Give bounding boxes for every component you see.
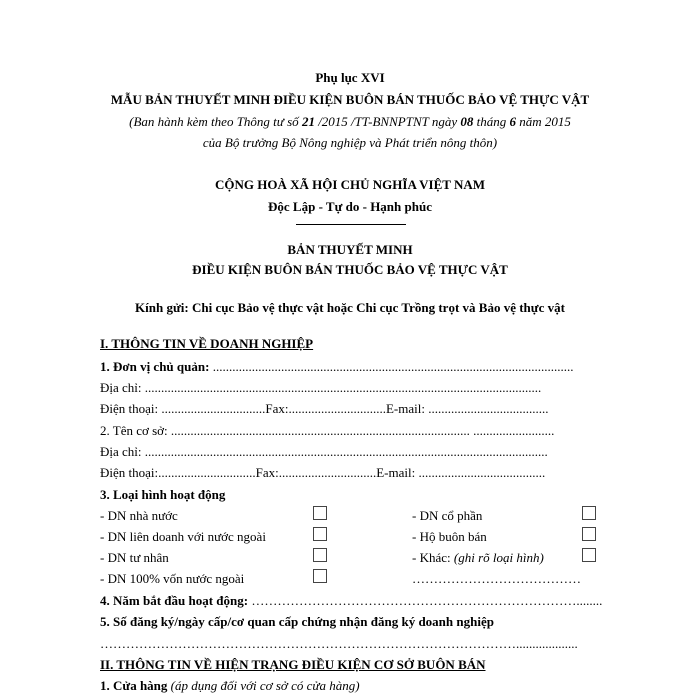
type-private-enterprise-checkbox[interactable] [313,548,327,562]
type-foreign-owned-label: - DN 100% vốn nước ngoài [100,571,245,586]
national-motto: Độc Lập - Tự do - Hạnh phúc [268,199,432,214]
contact-field-1[interactable]: Điện thoại: ................................Fax:..............................E-mail: ..................................... [100,401,549,416]
section-1-heading: I. THÔNG TIN VỀ DOANH NGHIỆP [100,336,314,351]
q2-facility-name-field[interactable]: 2. Tên cơ sở: ............................................................................................ ......................... [100,423,555,438]
type-private-enterprise-label: - DN tư nhân [100,550,169,565]
type-state-enterprise-checkbox[interactable] [313,506,327,520]
type-joint-stock-checkbox[interactable] [582,506,596,520]
form-title: MẪU BẢN THUYẾT MINH ĐIỀU KIỆN BUÔN BÁN THUỐC BẢO VỆ THỰC VẬT [110,92,590,107]
q1-managing-unit-row: 1. Đơn vị chủ quản: ............................................................................................................... [100,359,574,374]
issuance-note-line2: của Bộ trưởng Bộ Nông nghiệp và Phát triển nông thôn) [202,135,498,150]
q1-managing-unit-field[interactable]: ............................................................................................................... [209,359,574,374]
q4-start-year-field[interactable]: …………………………………………………………………........ [248,593,603,608]
nation-name: CỘNG HOÀ XÃ HỘI CHỦ NGHĨA VIỆT NAM [214,177,486,192]
q4-start-year-row: 4. Năm bắt đầu hoạt động: …………………………………………………………………........ [100,593,603,608]
appendix-label: Phụ lục XVI [315,70,385,85]
type-state-enterprise-label: - DN nhà nước [100,508,178,523]
contact-field-2[interactable]: Điện thoại:..............................Fax:..............................E-mail: ....................................... [100,465,546,480]
type-joint-venture-label: - DN liên doanh với nước ngoài [100,529,266,544]
type-foreign-owned-checkbox[interactable] [313,569,327,583]
address-field-2[interactable]: Địa chỉ: ............................................................................................................................ [100,444,548,459]
section-2-heading: II. THÔNG TIN VỀ HIỆN TRẠNG ĐIỀU KIỆN CƠ SỞ BUÔN BÁN [100,657,486,672]
type-other-label: - Khác: (ghi rõ loại hình) [412,550,544,565]
address-field-1[interactable]: Địa chỉ: .......................................................................................................................... [100,380,542,395]
item-1-store-row: 1. Cửa hàng (áp dụng đối với cơ sở có cửa hàng) [100,678,360,693]
motto-underline [296,224,406,225]
q5-registration-label: 5. Số đăng ký/ngày cấp/cơ quan cấp chứng nhận đăng ký doanh nghiệp [100,614,494,629]
type-joint-stock-label: - DN cổ phần [412,508,483,523]
document-title: BẢN THUYẾT MINH [287,242,413,257]
type-household-checkbox[interactable] [582,527,596,541]
q5-registration-field[interactable]: ……………………………………………………………………………………................... [100,636,578,651]
issuance-note-line1: (Ban hành kèm theo Thông tư số 21 /2015 /TT-BNNPTNT ngày 08 tháng 6 năm 2015 [129,114,571,129]
type-other-checkbox[interactable] [582,548,596,562]
type-joint-venture-checkbox[interactable] [313,527,327,541]
document-subtitle: ĐIỀU KIỆN BUÔN BÁN THUỐC BẢO VỆ THỰC VẬT [192,262,508,277]
recipient-line: Kính gửi: Chi cục Bảo vệ thực vật hoặc Chi cục Trồng trọt và Bảo vệ thực vật [135,300,565,315]
q3-business-type-label: 3. Loại hình hoạt động [100,487,226,502]
type-household-label: - Hộ buôn bán [412,529,487,544]
type-other-specify-field[interactable]: ………………………………… [412,571,581,586]
